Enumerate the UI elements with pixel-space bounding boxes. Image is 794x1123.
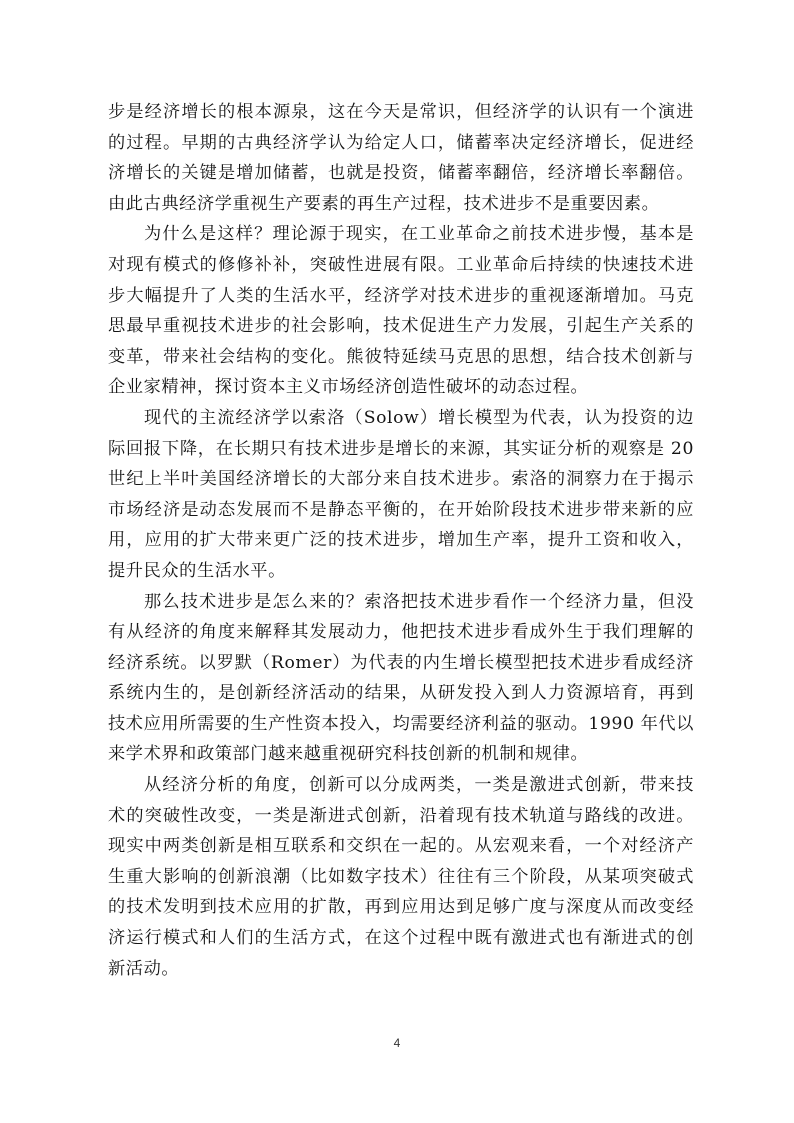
paragraph-innovation-types: 从经济分析的角度，创新可以分成两类，一类是激进式创新，带来技术的突破性改变，一类是渐进式创新，沿着现有技术轨道与路线的改进。现实中两类创新是相互联系和交织在一起的。从宏观来看，一个对经济产生重大影响的创新浪潮（比如数字技术）往往有三个阶段，从某项突破式的技术发明到技术应用的扩散，再到应用达到足够广度与深度从而改变经济运行模式和人们的生活方式，在这个过程中既有激进式也有渐进式的创新活动。 — [108, 775, 694, 979]
paragraph-romer: 那么技术进步是怎么来的？索洛把技术进步看作一个经济力量，但没有从经济的角度来解释其发展动力，他把技术进步看成外生于我们理解的经济系统。以罗默（Romer）为代表的内生增长模型把技术进步看成经济系统内生的，是创新经济活动的结果，从研发投入到人力资源培育，再到技术应用所需要的生产性资本投入，均需要经济利益的驱动。1990 年代以来学术界和政策部门越来越重视研究科技创新的机制和规律。 — [108, 591, 694, 765]
paragraph-solow: 现代的主流经济学以索洛（Solow）增长模型为代表，认为投资的边际回报下降，在长期只有技术进步是增长的来源，其实证分析的观察是 20 世纪上半叶美国经济增长的大部分来自技术进步。索洛的洞察力在于揭示市场经济是动态发展而不是静态平衡的，在开始阶段技术进步带来新的应用，应用的扩大带来更广泛的技术进步，增加生产率，提升工资和收入，提升民众的生活水平。 — [108, 407, 694, 581]
body-text — [108, 97, 694, 984]
paragraph-continuation: 步是经济增长的根本源泉，这在今天是常识，但经济学的认识有一个演进的过程。早期的古典经济学认为给定人口，储蓄率决定经济增长，促进经济增长的关键是增加储蓄，也就是投资，储蓄率翻倍，经济增长率翻倍。由此古典经济学重视生产要素的再生产过程，技术进步不是重要因素。 — [108, 102, 694, 214]
page-number: 4 — [393, 1036, 401, 1050]
paragraph-why: 为什么是这样？理论源于现实，在工业革命之前技术进步慢，基本是对现有模式的修修补补，突破性进展有限。工业革命后持续的快速技术进步大幅提升了人类的生活水平，经济学对技术进步的重视逐渐增加。马克思最早重视技术进步的社会影响，技术促进生产力发展，引起生产关系的变革，带来社会结构的变化。熊彼特延续马克思的思想，结合技术创新与企业家精神，探讨资本主义市场经济创造性破坏的动态过程。 — [108, 224, 694, 398]
